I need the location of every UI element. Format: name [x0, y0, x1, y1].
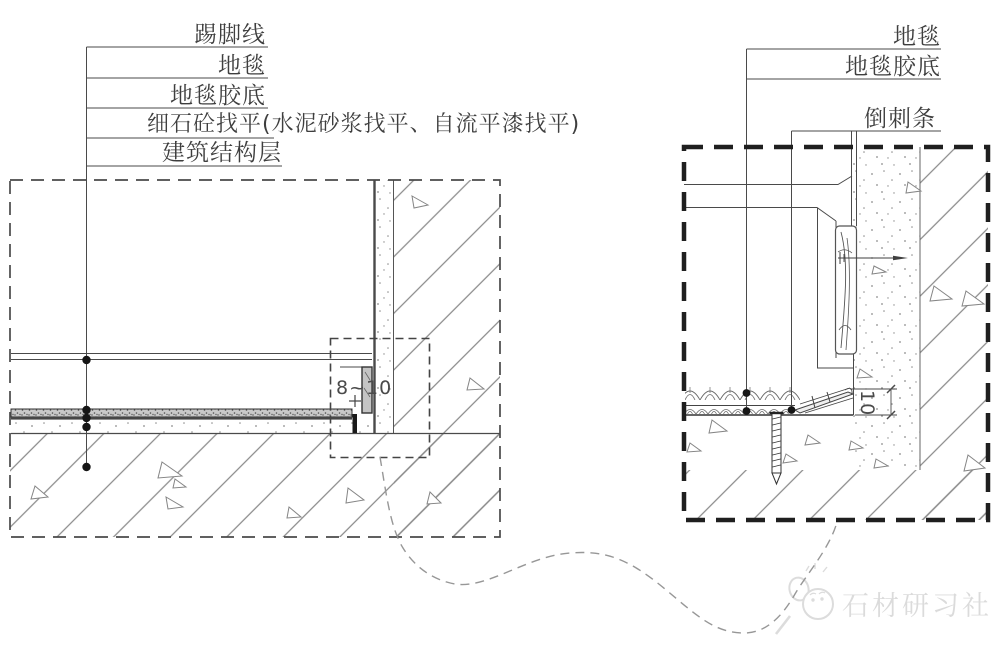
carpet-layer-section — [11, 409, 352, 420]
wood-grain-board — [836, 226, 857, 354]
dimension-carpet-thickness: 10 — [856, 390, 878, 417]
label-carpet-left: 地毯 — [218, 53, 266, 79]
watermark-text: 石材研习社 — [842, 591, 992, 622]
wall-section-right — [852, 131, 921, 470]
left-leader-line — [82, 47, 282, 471]
label-tack-strip: 倒刺条 — [864, 106, 936, 132]
label-leveling-layer: 细石砼找平(水泥砂浆找平、自流平漆找平) — [147, 112, 581, 137]
screw — [770, 413, 784, 484]
dimension-detail-gap: 8~10 — [336, 377, 393, 399]
label-carpet-adhesive-right: 地毯胶底 — [845, 54, 941, 80]
tack-strip — [795, 388, 853, 413]
label-carpet-adhesive-left: 地毯胶底 — [170, 83, 266, 109]
label-skirting-line: 踢脚线 — [194, 22, 266, 48]
label-structure-layer: 建筑结构层 — [162, 140, 282, 166]
watermark-logo — [776, 563, 833, 634]
skirting-profile — [684, 176, 853, 368]
label-carpet-right: 地毯 — [893, 24, 941, 50]
skirting-top-lines — [11, 354, 372, 360]
